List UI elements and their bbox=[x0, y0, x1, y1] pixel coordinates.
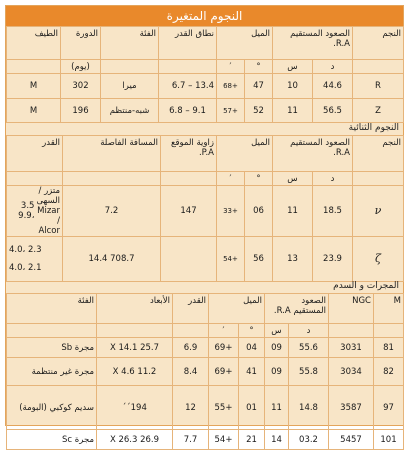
variable-stars-table bbox=[6, 26, 404, 123]
ngc-number: 3587 bbox=[329, 386, 374, 430]
dec-degrees: 04 bbox=[239, 338, 265, 358]
object-type: مجرة Sc bbox=[7, 430, 97, 450]
header-ra: الصعود المستقيم R.A. bbox=[273, 27, 353, 60]
unit-dec-d: ° bbox=[245, 60, 273, 74]
header-dec: الميل bbox=[217, 136, 273, 172]
ngc-number: 5457 bbox=[329, 430, 374, 450]
binary-stars-table bbox=[6, 135, 404, 282]
header-period: الدورة bbox=[61, 27, 101, 60]
ra-hours: 56.5 bbox=[313, 99, 353, 123]
dec-minutes: +69 bbox=[209, 358, 239, 386]
separation-value: 7.2 bbox=[63, 186, 161, 237]
header-ra: الصعود المستقيم R.A. bbox=[265, 294, 329, 324]
magnitude-value-secondary: 2.1 ،4.0 bbox=[9, 263, 42, 273]
magnitude-value: 2.3 ،4.0 bbox=[9, 245, 42, 255]
star-name: ζ bbox=[353, 237, 404, 282]
object-type: مجرة Sb bbox=[7, 338, 97, 358]
dec-degrees: 41 bbox=[239, 358, 265, 386]
header-magnitude: القدر bbox=[173, 294, 209, 324]
ra-hours: 18.5 bbox=[313, 186, 353, 237]
deep-sky-section-heading: المجرات و السدم bbox=[333, 281, 399, 291]
header-type: الفئة bbox=[101, 27, 159, 60]
ra-minutes: 10 bbox=[273, 74, 313, 99]
separation-value: 708.7 14.4 bbox=[63, 237, 161, 282]
ra-hours: 14.8 bbox=[289, 386, 329, 430]
dimensions-value: 11.2 X 4.6 bbox=[97, 358, 173, 386]
messier-number: 101 bbox=[374, 430, 404, 450]
unit-dec-m: ′ bbox=[209, 324, 239, 338]
unit-ra-h: د bbox=[313, 60, 353, 74]
header-type: الفئة bbox=[7, 294, 97, 324]
ra-minutes: 14 bbox=[265, 430, 289, 450]
period-value: 302 bbox=[61, 74, 101, 99]
ra-minutes: 11 bbox=[273, 99, 313, 123]
ra-hours: 03.2 bbox=[289, 430, 329, 450]
page-title: النجوم المتغيرة bbox=[6, 6, 403, 26]
dec-minutes: +54 bbox=[217, 237, 245, 282]
dec-minutes: +54 bbox=[209, 430, 239, 450]
position-angle: 147 bbox=[161, 186, 217, 237]
dec-degrees: 06 bbox=[245, 186, 273, 237]
header-dec: الميل bbox=[209, 294, 265, 324]
units-row bbox=[7, 60, 404, 74]
unit-ra-m: س bbox=[265, 324, 289, 338]
astronomy-table-card bbox=[5, 5, 404, 445]
unit-dec-m: ′ bbox=[217, 172, 245, 186]
dec-minutes: +55 bbox=[209, 386, 239, 430]
magnitude-value: 6.9 bbox=[173, 338, 209, 358]
period-value: 196 bbox=[61, 99, 101, 123]
units-row bbox=[7, 172, 404, 186]
variable-type: شبه-منتظم bbox=[101, 99, 159, 123]
table-header-row bbox=[7, 27, 404, 60]
dec-minutes: +57 bbox=[217, 99, 245, 123]
object-type: مجرة غير منتظمة bbox=[7, 358, 97, 386]
star-name: R bbox=[353, 74, 404, 99]
header-pa: زاوية الموقع P.A. bbox=[161, 136, 217, 172]
table-row bbox=[7, 186, 404, 237]
header-separation: المسافة الفاصلة bbox=[63, 136, 161, 172]
magnitude-range: 9.1 – 6.8 bbox=[159, 99, 217, 123]
ra-minutes: 13 bbox=[273, 237, 313, 282]
header-spectrum: الطيف bbox=[7, 27, 61, 60]
table-row bbox=[7, 386, 404, 430]
ra-hours: 55.6 bbox=[289, 338, 329, 358]
dec-degrees: 21 bbox=[239, 430, 265, 450]
position-angle bbox=[161, 237, 217, 282]
units-row bbox=[7, 324, 404, 338]
header-range: نطاق القدر bbox=[159, 27, 217, 60]
binary-section-heading: النجوم الثنائية bbox=[348, 123, 399, 133]
ra-minutes: 11 bbox=[265, 386, 289, 430]
dimensions-value: 26.9 X 26.3 bbox=[97, 430, 173, 450]
table-row bbox=[7, 99, 404, 123]
ra-hours: 55.8 bbox=[289, 358, 329, 386]
magnitude-cell bbox=[7, 186, 63, 237]
messier-number: 81 bbox=[374, 338, 404, 358]
dec-minutes: +69 bbox=[209, 338, 239, 358]
star-pair-name: متزر / السهى Mizar / Alcor bbox=[36, 186, 60, 236]
ra-minutes: 09 bbox=[265, 358, 289, 386]
deep-sky-table bbox=[6, 293, 404, 450]
unit-ra-h: د bbox=[313, 172, 353, 186]
unit-ra-m: س bbox=[273, 172, 313, 186]
dec-degrees: 47 bbox=[245, 74, 273, 99]
table-row bbox=[7, 358, 404, 386]
messier-number: 82 bbox=[374, 358, 404, 386]
table-row bbox=[7, 430, 404, 450]
unit-period: (يوم) bbox=[61, 60, 101, 74]
dimensions-value: 25.7 X 14.1 bbox=[97, 338, 173, 358]
table-row bbox=[7, 338, 404, 358]
header-star: النجم bbox=[353, 27, 404, 60]
messier-number: 97 bbox=[374, 386, 404, 430]
dec-degrees: 56 bbox=[245, 237, 273, 282]
spectrum-value: M bbox=[7, 74, 61, 99]
header-dimensions: الأبعاد bbox=[97, 294, 173, 324]
star-name: Z bbox=[353, 99, 404, 123]
dec-minutes: +68 bbox=[217, 74, 245, 99]
ngc-number: 3031 bbox=[329, 338, 374, 358]
object-type: سديم كوكبي (البومة) bbox=[7, 386, 97, 430]
magnitude-value: 7.7 bbox=[173, 430, 209, 450]
header-m: M bbox=[374, 294, 404, 324]
table-row bbox=[7, 237, 404, 282]
spectrum-value: M bbox=[7, 99, 61, 123]
table-header-row bbox=[7, 136, 404, 172]
ngc-number: 3034 bbox=[329, 358, 374, 386]
header-dec: الميل bbox=[217, 27, 273, 60]
magnitude-cell bbox=[7, 237, 63, 282]
ra-minutes: 11 bbox=[273, 186, 313, 237]
variable-type: ميرا bbox=[101, 74, 159, 99]
unit-ra-h: د bbox=[289, 324, 329, 338]
header-magnitude: القدر bbox=[7, 136, 63, 172]
magnitude-value: 12 bbox=[173, 386, 209, 430]
magnitude-value: 3.5 ،9.9 bbox=[18, 201, 35, 221]
table-row bbox=[7, 74, 404, 99]
ra-hours: 23.9 bbox=[313, 237, 353, 282]
dec-degrees: 52 bbox=[245, 99, 273, 123]
ra-minutes: 09 bbox=[265, 338, 289, 358]
dec-minutes: +33 bbox=[217, 186, 245, 237]
header-ra: الصعود المستقيم R.A. bbox=[273, 136, 353, 172]
header-ngc: NGC bbox=[329, 294, 374, 324]
unit-dec-m: ′ bbox=[217, 60, 245, 74]
dimensions-value: 194´´ bbox=[97, 386, 173, 430]
star-name: ν bbox=[353, 186, 404, 237]
ra-hours: 44.6 bbox=[313, 74, 353, 99]
magnitude-range: 13.4 – 6.7 bbox=[159, 74, 217, 99]
unit-ra-m: س bbox=[273, 60, 313, 74]
magnitude-value: 8.4 bbox=[173, 358, 209, 386]
table-header-row bbox=[7, 294, 404, 324]
dec-degrees: 01 bbox=[239, 386, 265, 430]
unit-dec-d: ° bbox=[239, 324, 265, 338]
unit-dec-d: ° bbox=[245, 172, 273, 186]
header-star: النجم bbox=[353, 136, 404, 172]
